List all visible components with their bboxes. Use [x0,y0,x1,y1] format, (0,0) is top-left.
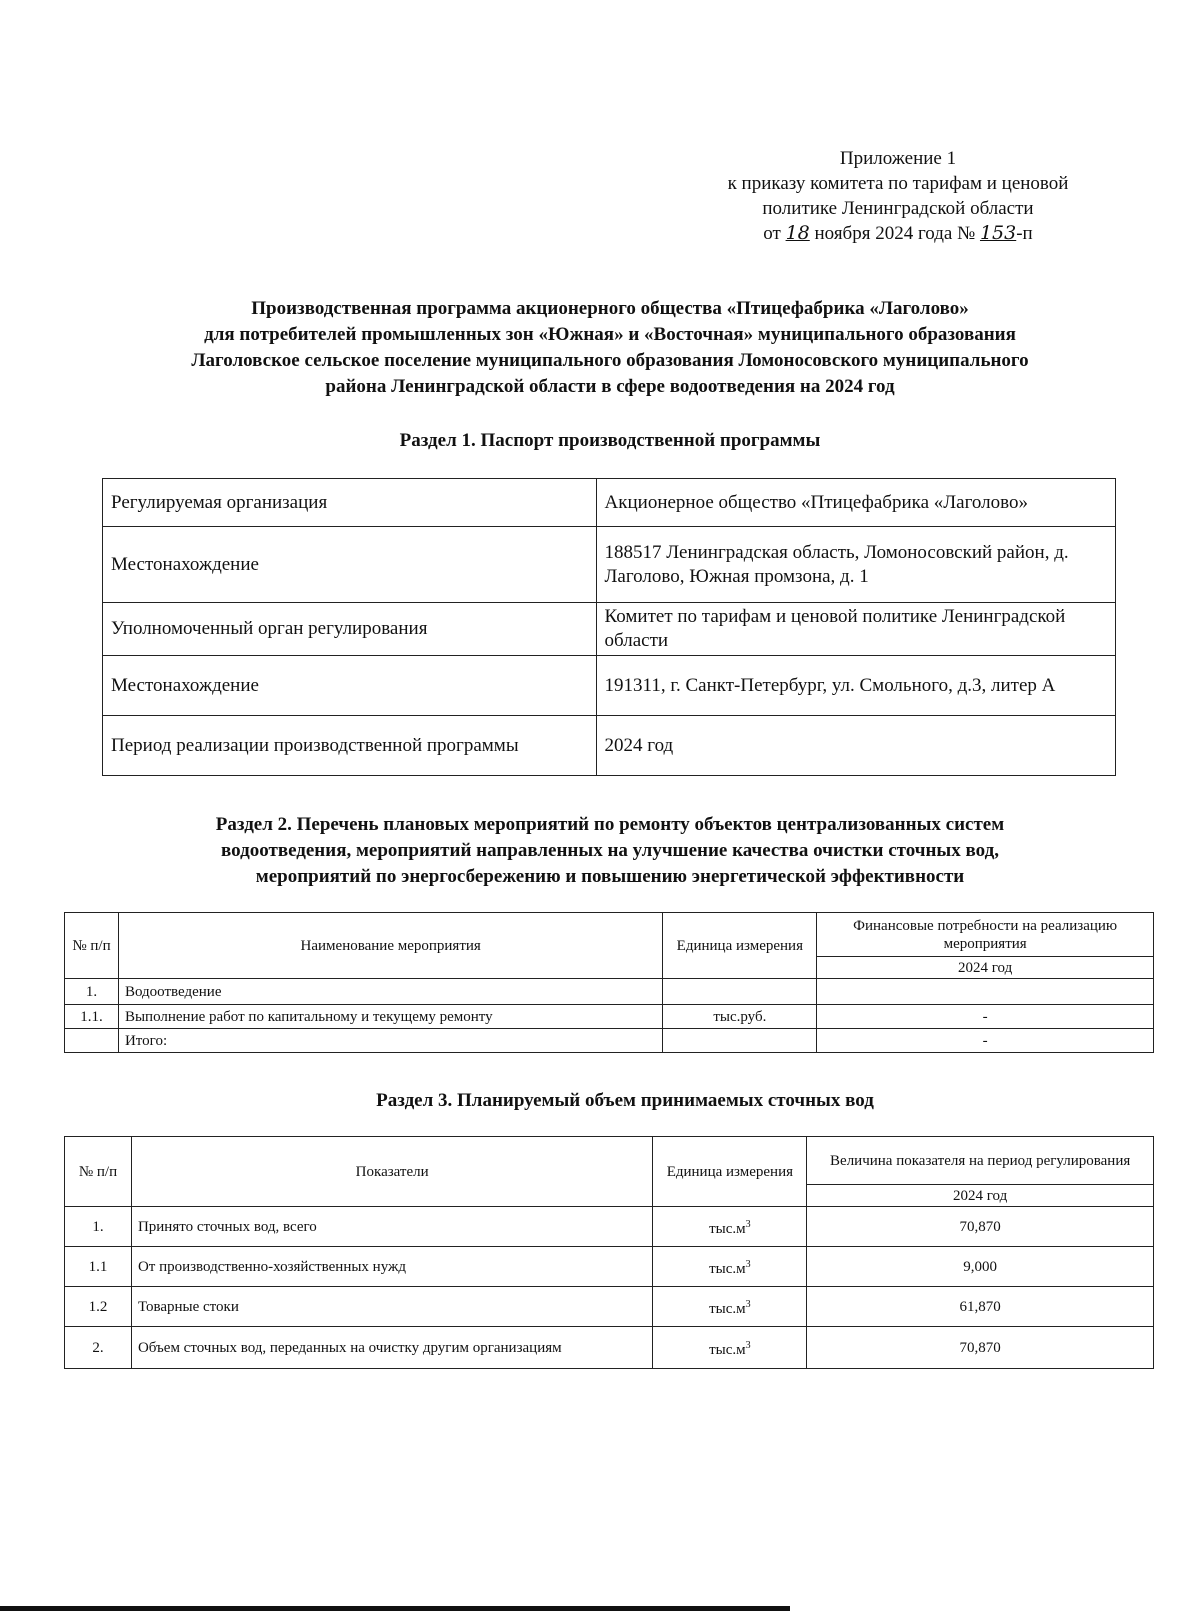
section2-heading-line-3: мероприятий по энергосбережению и повышению энергетической эффективности [255,866,965,887]
row-value: - [817,1005,1154,1029]
passport-label: Регулируемая организация [103,479,597,527]
appendix-date-line [668,221,1128,246]
row-num: 1.1 [65,1247,132,1287]
row-value: 70,870 [807,1327,1154,1369]
table-row [65,1207,1154,1247]
row-value: 61,870 [807,1287,1154,1327]
table-row [65,1327,1154,1369]
passport-label: Период реализации производственной программы [103,716,597,776]
row-value: 9,000 [807,1247,1154,1287]
col-header-name: Показатели [131,1137,652,1207]
row-num: 1.2 [65,1287,132,1327]
col-header-name: Наименование мероприятия [118,913,662,979]
table-row [65,1005,1154,1029]
passport-table [102,478,1116,776]
row-unit: $тыс.м^3$ [653,1327,807,1369]
section3-heading: Раздел 3. Планируемый объем принимаемых сточных вод [376,1090,874,1111]
order-suffix: -п [1016,223,1033,244]
title-line-2: для потребителей промышленных зон «Южная» и «Восточная» муниципального образования [204,324,1016,345]
passport-row [103,716,1116,776]
date-prefix: от [763,223,781,244]
scan-edge-line [0,1606,790,1611]
row-num: 1. [65,979,119,1005]
col-header-unit: Единица измерения [663,913,817,979]
passport-row [103,479,1116,527]
row-unit: $тыс.м^3$ [653,1287,807,1327]
passport-label: Местонахождение [103,527,597,603]
measures-table [64,912,1154,1053]
date-month-year: ноября 2024 года № [814,223,976,244]
row-value: - [817,1029,1154,1053]
col-header-year: 2024 год [817,957,1154,979]
handwritten-day: 18 [785,222,810,244]
row-value [817,979,1154,1005]
passport-row [103,527,1116,603]
table-row [65,1247,1154,1287]
col-header-finance: Финансовые потребности на реализацию мероприятия [817,913,1154,957]
row-num: 2. [65,1327,132,1369]
passport-value: 2024 год [596,716,1115,776]
appendix-line-2: к приказу комитета по тарифам и ценовой [727,173,1069,194]
row-name: Итого: [118,1029,662,1053]
passport-label: Уполномоченный орган регулирования [103,603,597,656]
row-unit: $тыс.м^3$ [653,1207,807,1247]
passport-row [103,603,1116,656]
row-num: 1.1. [65,1005,119,1029]
row-unit: $тыс.м^3$ [653,1247,807,1287]
row-unit [663,1029,817,1053]
col-header-value: Величина показателя на период регулирования [807,1137,1154,1185]
table-row [65,979,1154,1005]
col-header-num: № п/п [65,1137,132,1207]
passport-label: Местонахождение [103,656,597,716]
row-unit [663,979,817,1005]
row-num [65,1029,119,1053]
row-value: 70,870 [807,1207,1154,1247]
document-title [60,296,1160,400]
col-header-unit: Единица измерения [653,1137,807,1207]
section2-heading-line-1: Раздел 2. Перечень плановых мероприятий по ремонту объектов централизованных систем [215,814,1005,835]
row-name: Принято сточных вод, всего [131,1207,652,1247]
handwritten-order-number: 153 [979,222,1017,244]
passport-value: 188517 Ленинградская область, Ломоносовский район, д. Лаголово, Южная промзона, д. 1 [596,527,1115,603]
appendix-line-1: Приложение 1 [839,148,957,169]
section2-heading [60,812,1160,890]
title-line-3: Лаголовское сельское поселение муниципального образования Ломоносовского муниципального [191,350,1029,371]
passport-value: Комитет по тарифам и ценовой политике Ленинградской области [596,603,1115,656]
section1-heading: Раздел 1. Паспорт производственной программы [399,430,821,451]
passport-value: Акционерное общество «Птицефабрика «Лаголово» [596,479,1115,527]
volume-table [64,1136,1154,1369]
table-row [65,1029,1154,1053]
col-header-year: 2024 год [807,1185,1154,1207]
appendix-line-3: политике Ленинградской области [762,198,1034,219]
section2-heading-line-2: водоотведения, мероприятий направленных на улучшение качества очистки сточных вод, [221,840,999,861]
row-num: 1. [65,1207,132,1247]
passport-value: 191311, г. Санкт-Петербург, ул. Смольного, д.3, литер А [596,656,1115,716]
title-line-1: Производственная программа акционерного общества «Птицефабрика «Лаголово» [251,298,969,319]
row-name: Выполнение работ по капитальному и текущему ремонту [118,1005,662,1029]
col-header-num: № п/п [65,913,119,979]
row-name: Товарные стоки [131,1287,652,1327]
appendix-header [668,146,1128,246]
row-name: От производственно-хозяйственных нужд [131,1247,652,1287]
row-unit: тыс.руб. [663,1005,817,1029]
title-line-4: района Ленинградской области в сфере водоотведения на 2024 год [325,376,895,397]
row-name: Водоотведение [118,979,662,1005]
passport-row [103,656,1116,716]
row-name: Объем сточных вод, переданных на очистку другим организациям [131,1327,652,1369]
table-row [65,1287,1154,1327]
